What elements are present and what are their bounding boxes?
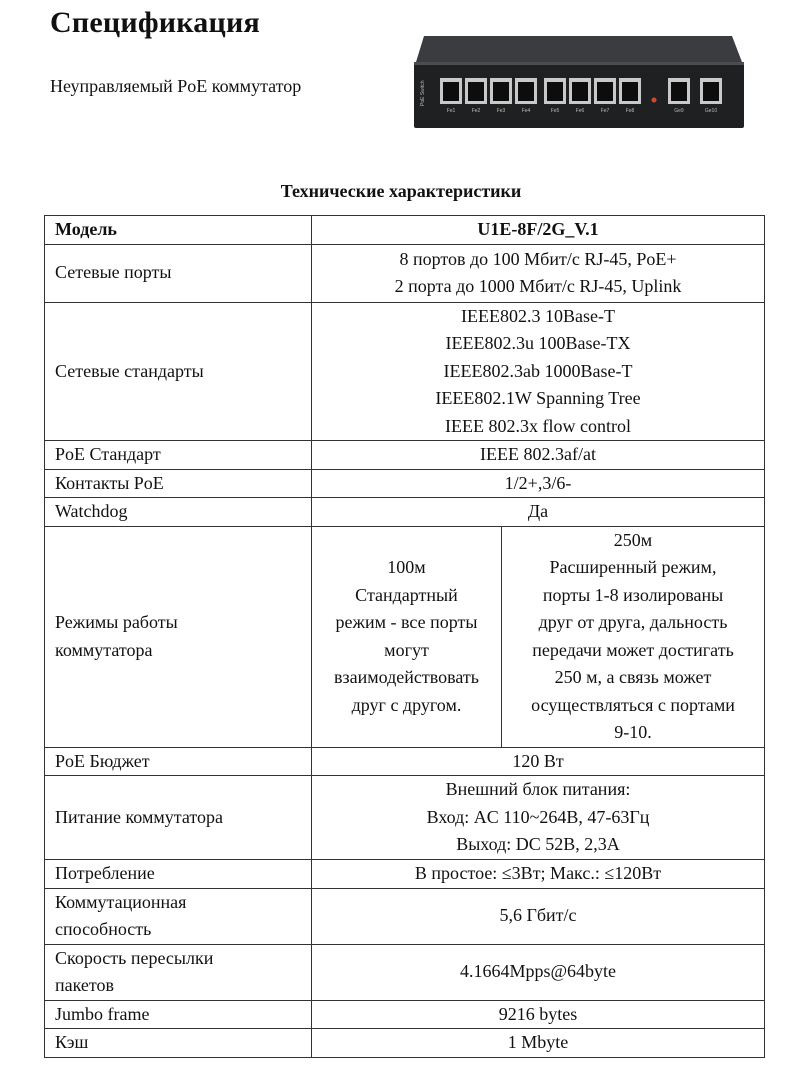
device-led [652, 98, 657, 103]
row-label-text: Jumbo frame [55, 1003, 150, 1024]
rj45-port-socket [493, 82, 509, 101]
port-label: Fe6 [575, 108, 585, 114]
table-row [45, 469, 765, 498]
table-row [45, 1029, 765, 1058]
row-value-text: Да [527, 501, 549, 521]
row-value [312, 860, 765, 889]
mode-extended-text: Расширенный режим, [549, 557, 717, 577]
mode-extended [502, 527, 764, 747]
row-label-text: PoE Стандарт [55, 444, 161, 464]
rj45-port-socket [468, 82, 484, 101]
table-row [45, 302, 765, 441]
port-label: Fe5 [550, 108, 560, 114]
row-value [312, 776, 765, 860]
table-row [45, 860, 765, 889]
row-value-text: 5,6 Гбит/с [499, 905, 577, 926]
row-label-text: способность [55, 919, 152, 939]
row-label-text: Watchdog [55, 501, 128, 521]
row-value-text: IEEE802.3u 100Base-TX [445, 333, 631, 353]
row-label [45, 498, 312, 527]
rj45-port-socket [671, 82, 687, 101]
row-label [45, 244, 312, 302]
row-value-text: Выход: DC 52В, 2,3А [456, 834, 620, 855]
rj45-port-socket [622, 82, 638, 101]
row-value [312, 441, 765, 470]
row-label-text: коммутатора [55, 639, 153, 660]
table-row [45, 526, 765, 747]
table-heading: Технические характеристики [280, 181, 522, 201]
row-value-text: IEEE 802.3x flow control [445, 415, 631, 436]
row-label-text: Модель [55, 219, 117, 239]
mode-extended-text: 9-10. [614, 722, 652, 742]
mode-extended-text: 250 м, а связь может [554, 667, 712, 687]
row-value [312, 888, 765, 944]
row-value-text: 2 порта до 1000 Мбит/с RJ-45, Uplink [394, 276, 682, 296]
rj45-port-socket [443, 82, 459, 101]
port-label: Fe4 [521, 108, 531, 114]
row-label-text: пакетов [55, 975, 115, 995]
row-label-text: Потребление [55, 863, 155, 883]
rj45-port-socket [572, 82, 588, 101]
row-value [312, 302, 765, 441]
row-value [312, 1000, 765, 1029]
port-label: Fe3 [496, 108, 506, 114]
row-label [45, 776, 312, 860]
row-label [45, 1000, 312, 1029]
row-label-text: Питание коммутатора [55, 806, 223, 827]
row-label [45, 860, 312, 889]
mode-standard [312, 527, 502, 747]
row-label [45, 1029, 312, 1058]
port-label: Fe8 [625, 108, 635, 114]
product-subtitle: Неуправляемый PoE коммутатор [50, 76, 302, 96]
table-row [45, 944, 765, 1000]
mode-standard-text: 100м [387, 557, 426, 577]
row-label-text: Кэш [55, 1032, 89, 1052]
table-row [45, 244, 765, 302]
spec-table [44, 215, 765, 1058]
row-label-text: Коммутационная [55, 891, 187, 912]
row-value [312, 216, 765, 245]
row-label-text: Контакты PoE [55, 472, 164, 493]
row-value-text: IEEE802.1W Spanning Tree [435, 388, 641, 408]
table-row [45, 441, 765, 470]
row-label [45, 302, 312, 441]
row-value-text: U1E-8F/2G_V.1 [477, 219, 599, 239]
mode-standard-text: могут [384, 639, 429, 660]
mode-standard-text: взаимодействовать [334, 667, 479, 687]
mode-standard-text: друг с другом. [351, 694, 462, 715]
table-row [45, 776, 765, 860]
row-label [45, 469, 312, 498]
mode-extended-text: осуществляться с портами [531, 694, 735, 715]
row-value [312, 498, 765, 527]
row-value-text: 1/2+,3/6- [504, 472, 572, 493]
row-label-text: Скорость пересылки [55, 947, 214, 968]
row-value [312, 944, 765, 1000]
row-value-text: IEEE 802.3af/at [480, 444, 596, 464]
row-label [45, 747, 312, 776]
port-label: Ge9 [674, 108, 684, 114]
table-row [45, 888, 765, 944]
table-row [45, 1000, 765, 1029]
rj45-port-socket [597, 82, 613, 101]
port-label: Ge10 [704, 108, 718, 114]
mode-extended-text: друг от друга, дальность [538, 612, 728, 632]
rj45-port-socket [703, 82, 719, 101]
device-front-bevel [414, 62, 744, 65]
row-value-text: 1 Mbyte [507, 1032, 569, 1052]
row-label-text: Режимы работы [55, 612, 178, 632]
mode-standard-text: Стандартный [355, 584, 458, 605]
row-value-text: 9216 bytes [498, 1003, 578, 1024]
row-label [45, 944, 312, 1000]
device-top-panel [416, 36, 742, 62]
table-row [45, 498, 765, 527]
table-row [45, 747, 765, 776]
row-value [312, 1029, 765, 1058]
row-label-text: Сетевые стандарты [55, 360, 204, 381]
page-title: Спецификация [50, 6, 260, 39]
row-value [312, 469, 765, 498]
row-label [45, 888, 312, 944]
row-label [45, 441, 312, 470]
rj45-port-socket [547, 82, 563, 101]
mode-standard-text: режим - все порты [335, 612, 478, 632]
port-label: Fe2 [471, 108, 481, 114]
row-label-text: PoE Бюджет [55, 750, 150, 771]
row-value-text: 120 Вт [512, 750, 564, 771]
mode-extended-text: порты 1-8 изолированы [542, 584, 724, 605]
modes-cell [312, 526, 765, 747]
port-label: Fe7 [600, 108, 610, 114]
row-value-text: Вход: AC 110~264В, 47-63Гц [426, 806, 650, 827]
row-value-text: В простое: ≤3Вт; Макс.: ≤120Вт [414, 863, 662, 883]
device-side-label: PoE Switch [420, 80, 426, 106]
switch-device-image [410, 32, 746, 130]
port-label: Fe1 [446, 108, 456, 114]
row-value-text: 8 портов до 100 Мбит/с RJ-45, PoE+ [399, 248, 677, 269]
row-label [45, 526, 312, 747]
mode-extended-text: 250м [613, 529, 653, 550]
row-value-text: IEEE802.3ab 1000Base-T [443, 360, 633, 381]
row-value-text: IEEE802.3 10Base-T [461, 305, 615, 326]
row-value [312, 244, 765, 302]
rj45-port-socket [518, 82, 534, 101]
row-value-text: 4.1664Mpps@64byte [459, 961, 617, 982]
row-value [312, 747, 765, 776]
mode-extended-text: передачи может достигать [532, 639, 734, 660]
row-label-text: Сетевые порты [55, 262, 172, 283]
table-row [45, 216, 765, 245]
row-value-text: Внешний блок питания: [445, 779, 631, 800]
row-label [45, 216, 312, 245]
